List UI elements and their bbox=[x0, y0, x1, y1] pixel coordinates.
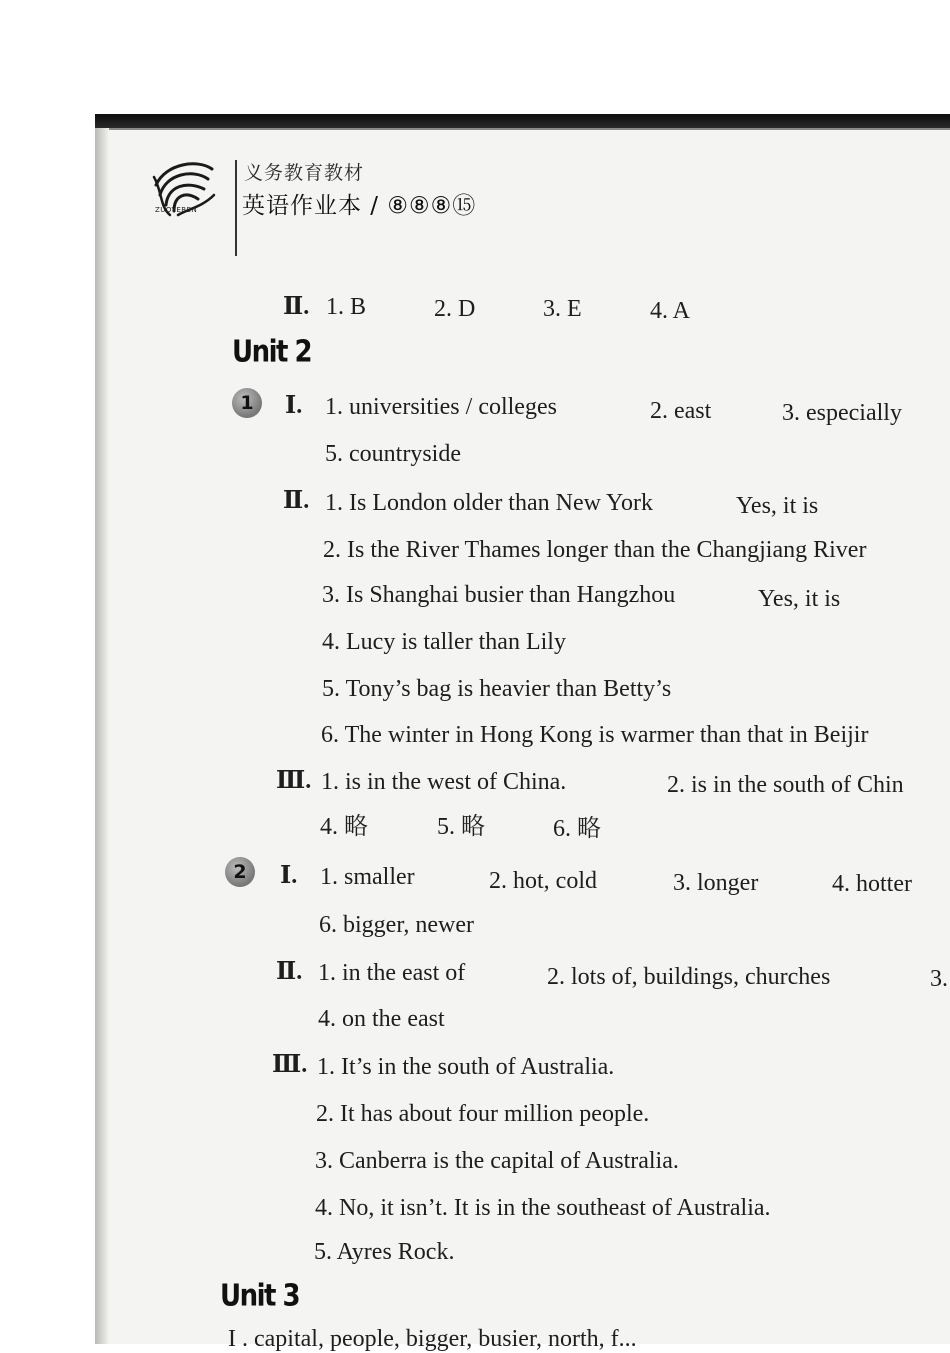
answer-item: 4. Lucy is taller than Lily bbox=[322, 629, 566, 655]
answer-item: Yes, it is bbox=[736, 493, 819, 519]
answer-item: 3. E bbox=[543, 296, 582, 322]
book-title: 英语作业本 / ⑧⑧⑧⑮ bbox=[242, 193, 477, 219]
answer-item: 6. bigger, newer bbox=[319, 912, 474, 938]
unit-2-heading: Unit 2 bbox=[232, 335, 312, 370]
answer-item: 4. on the east bbox=[318, 1006, 445, 1032]
answer-item: 5. Tony’s bag is heavier than Betty’s bbox=[322, 676, 672, 702]
unit-3-heading: Unit 3 bbox=[220, 1279, 300, 1314]
answer-item: 4. 略 bbox=[320, 814, 368, 840]
answer-item: 1. Is London older than New York bbox=[325, 490, 653, 516]
answer-item: 5. Ayres Rock. bbox=[314, 1239, 455, 1265]
answer-item: 6. 略 bbox=[553, 816, 601, 842]
answer-item: 3. Canberra is the capital of Australia. bbox=[315, 1148, 679, 1174]
answer-item: 4. No, it isn’t. It is in the southeast of Australia. bbox=[315, 1195, 771, 1221]
answer-item: 2. D bbox=[434, 296, 476, 322]
answer-item: 2. is in the south of Chin bbox=[667, 772, 904, 798]
cut-off-line: I . capital, people, bigger, busier, north, f... bbox=[228, 1326, 637, 1352]
answer-item: 5. 略 bbox=[437, 814, 485, 840]
section-roman-2: Ⅱ. bbox=[283, 294, 310, 320]
section-roman-3: Ⅲ. bbox=[272, 1052, 308, 1078]
answer-item: 1. B bbox=[326, 294, 367, 320]
answer-item: 2. Is the River Thames longer than the Changjiang River bbox=[323, 537, 867, 563]
answer-item: 3. bbox=[930, 966, 948, 992]
binding-edge bbox=[95, 128, 109, 1344]
answer-item: Yes, it is bbox=[758, 586, 841, 612]
answer-item: 1. universities / colleges bbox=[325, 394, 557, 420]
header-divider bbox=[235, 160, 237, 256]
answer-item: 2. It has about four million people. bbox=[316, 1101, 650, 1127]
answer-item: 4. hotter bbox=[832, 871, 912, 897]
section-roman-2: Ⅱ. bbox=[276, 959, 303, 985]
top-border bbox=[95, 114, 950, 128]
answer-item: 4. A bbox=[650, 298, 691, 324]
section-roman-2: Ⅱ. bbox=[283, 488, 310, 514]
logo-text: ZUOYEBEN bbox=[155, 206, 198, 214]
answer-item: 2. hot, cold bbox=[489, 868, 597, 894]
answer-item: 1. is in the west of China. bbox=[321, 769, 567, 795]
answer-item: 5. countryside bbox=[325, 441, 461, 467]
answer-item: 1. smaller bbox=[320, 864, 415, 890]
answer-item: 2. east bbox=[650, 398, 712, 424]
section-roman-1: Ⅰ. bbox=[280, 863, 298, 889]
answer-item: 3. especially bbox=[782, 400, 902, 426]
module-1-badge: 1 bbox=[232, 388, 262, 418]
section-roman-1: Ⅰ. bbox=[285, 393, 303, 419]
swirl-logo-icon bbox=[148, 155, 220, 227]
answer-item: 3. Is Shanghai busier than Hangzhou bbox=[322, 582, 676, 608]
module-2-badge: 2 bbox=[225, 857, 255, 887]
answer-item: 3. longer bbox=[673, 870, 759, 896]
answer-item: 1. in the east of bbox=[318, 960, 466, 986]
answer-item: 6. The winter in Hong Kong is warmer than that in Beijir bbox=[321, 722, 869, 748]
series-title: 义务教育教材 bbox=[244, 162, 365, 184]
answer-item: 2. lots of, buildings, churches bbox=[547, 964, 831, 990]
section-roman-3: Ⅲ. bbox=[276, 768, 312, 794]
answer-item: 1. It’s in the south of Australia. bbox=[317, 1054, 615, 1080]
